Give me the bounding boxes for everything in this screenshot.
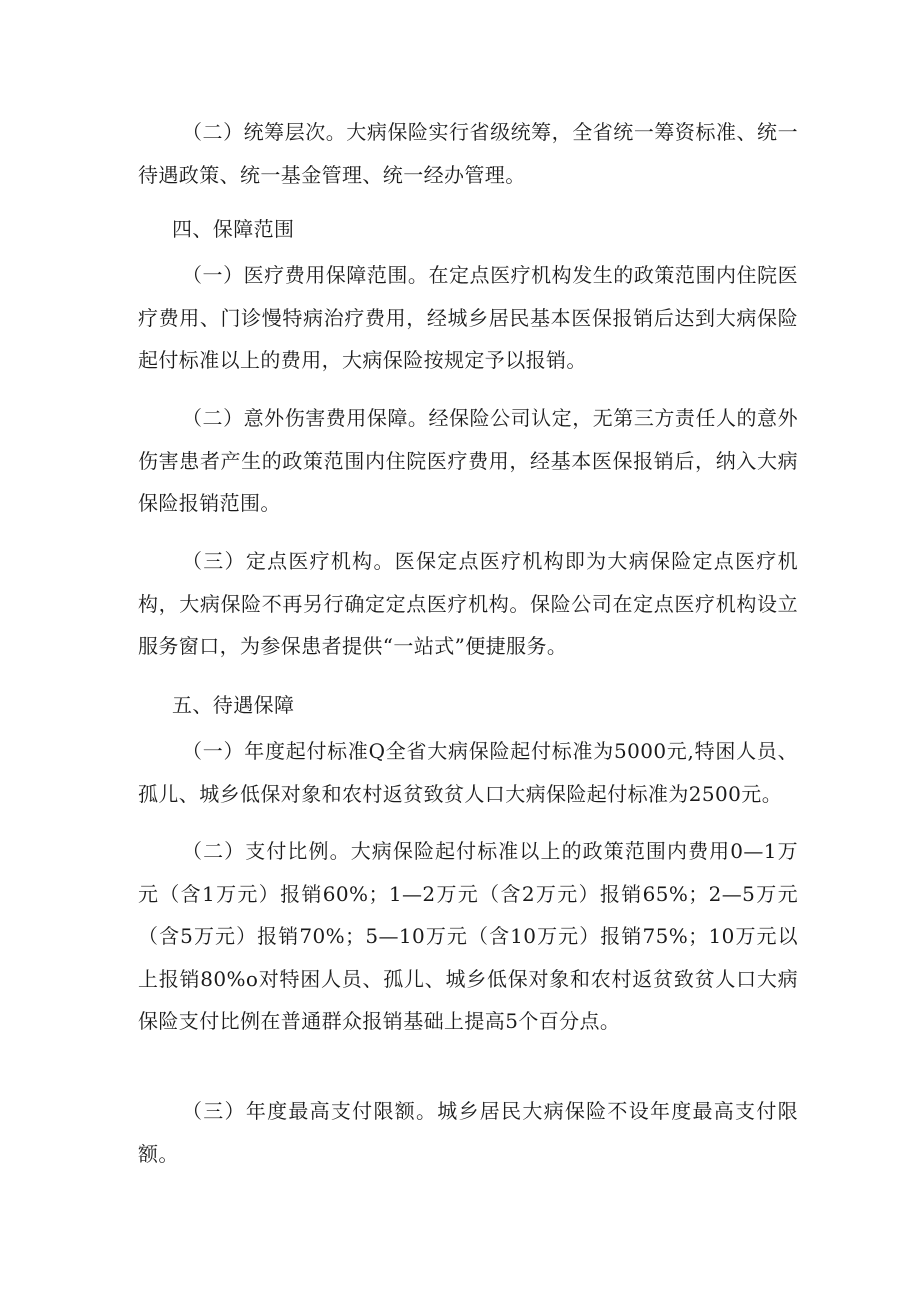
section-heading-coverage-scope: 四、保障范围: [172, 217, 295, 241]
section-heading-benefits: 五、待遇保障: [172, 693, 295, 717]
paragraph-deductible-standard: （一）年度起付标准Q全省大病保险起付标准为5000元,特困人员、孤儿、城乡低保对象和农村返贫致贫人口大病保险起付标准为2500元。: [138, 739, 798, 806]
paragraph-payment-ratio: （二）支付比例。大病保险起付标准以上的政策范围内费用0—1万元（含1万元）报销60%；1—2万元（含2万元）报销65%；2—5万元（含5万元）报销70%；5—10万元（含10万元）报销75%；10万元以上报销80%o对特困人员、孤儿、城乡低保对象和农村返贫致贫人口大病保险支付比例在普通群众报销基础上提高5个百分点。: [138, 839, 798, 1033]
paragraph-designated-institutions: （三）定点医疗机构。医保定点医疗机构即为大病保险定点医疗机构，大病保险不再另行确定定点医疗机构。保险公司在定点医疗机构设立服务窗口，为参保患者提供“一站式”便捷服务。: [138, 549, 798, 658]
paragraph-annual-payment-limit: （三）年度最高支付限额。城乡居民大病保险不设年度最高支付限额。: [138, 1099, 798, 1166]
paragraph-pooling-level: （二）统筹层次。大病保险实行省级统筹，全省统一筹资标准、统一待遇政策、统一基金管理、统一经办管理。: [138, 120, 798, 187]
paragraph-medical-cost-scope: （一）医疗费用保障范围。在定点医疗机构发生的政策范围内住院医疗费用、门诊慢特病治疗费用，经城乡居民基本医保报销后达到大病保险起付标准以上的费用，大病保险按规定予以报销。: [138, 263, 798, 372]
paragraph-accident-injury: （二）意外伤害费用保障。经保险公司认定，无第三方责任人的意外伤害患者产生的政策范围内住院医疗费用，经基本医保报销后，纳入大病保险报销范围。: [138, 406, 798, 515]
